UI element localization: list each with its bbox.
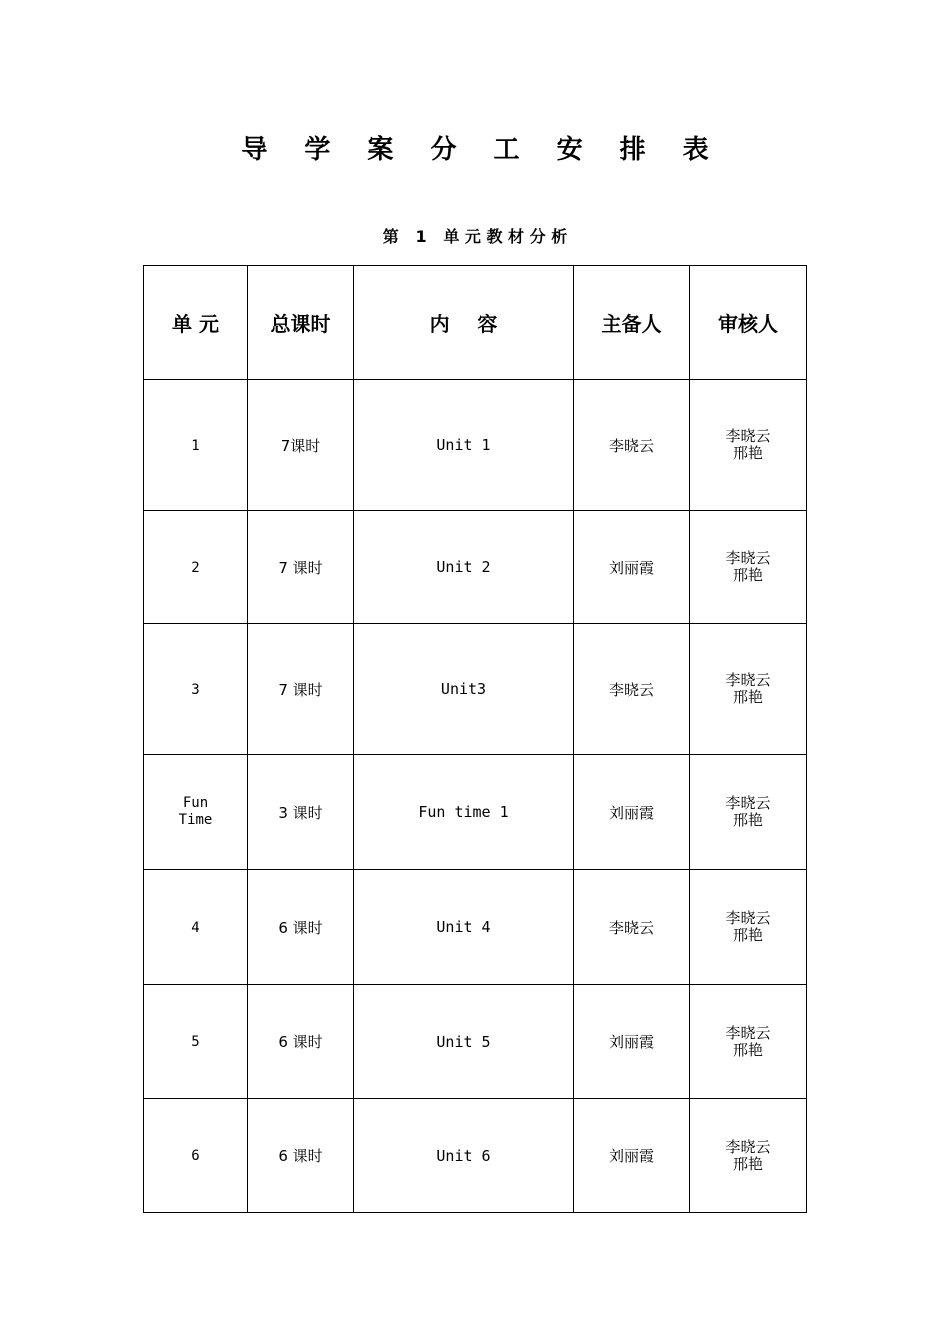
header-row [144, 266, 807, 380]
schedule-table [143, 265, 807, 1213]
reviewer-cell [690, 624, 807, 755]
reviewer-cell [690, 1099, 807, 1213]
hours-cell: 3 课时 [248, 755, 354, 870]
table-row [144, 870, 807, 985]
reviewer-cell [690, 511, 807, 624]
preparer-cell: 刘丽霞 [574, 755, 690, 870]
page-title: 导 学 案 分 工 安 排 表 [241, 135, 723, 165]
reviewer-cell [690, 380, 807, 511]
preparer-cell: 刘丽霞 [574, 1099, 690, 1213]
header-hours: 总课时 [248, 266, 354, 380]
content-cell: Fun time 1 [354, 755, 574, 870]
unit-text: 5 [191, 1034, 200, 1050]
hours-cell: 7 课时 [248, 511, 354, 624]
table-row [144, 624, 807, 755]
subtitle: 第 1 单 元 教 材 分 析 [382, 227, 568, 246]
table-row [144, 985, 807, 1099]
unit-text: 4 [191, 919, 200, 936]
unit-cell [144, 380, 248, 511]
reviewer-cell [690, 985, 807, 1099]
unit-cell [144, 1099, 248, 1213]
content-cell: Unit 1 [354, 380, 574, 511]
unit-cell [144, 870, 248, 985]
content-cell: Unit 2 [354, 511, 574, 624]
table-row [144, 511, 807, 624]
hours-cell: 7 课时 [248, 624, 354, 755]
reviewer-text: 李晓云 邢艳 [725, 549, 771, 584]
header-content: 内 容 [354, 266, 574, 380]
content-cell: Unit3 [354, 624, 574, 755]
unit-text: Fun Time [178, 795, 213, 828]
header-reviewer: 审核人 [690, 266, 807, 380]
unit-text: 6 [191, 1148, 200, 1164]
table-row [144, 380, 807, 511]
preparer-cell: 李晓云 [574, 624, 690, 755]
preparer-cell: 刘丽霞 [574, 511, 690, 624]
header-unit: 单 元 [144, 266, 248, 380]
content-cell: Unit 4 [354, 870, 574, 985]
table-row [144, 1099, 807, 1213]
content-cell: Unit 5 [354, 985, 574, 1099]
reviewer-text: 李晓云 邢艳 [725, 794, 771, 829]
unit-cell [144, 755, 248, 870]
reviewer-text: 李晓云 邢艳 [725, 671, 771, 706]
header-preparer: 主备人 [574, 266, 690, 380]
hours-cell: 6 课时 [248, 870, 354, 985]
unit-cell [144, 624, 248, 755]
unit-text: 2 [191, 559, 200, 576]
table-row [144, 755, 807, 870]
reviewer-text: 李晓云 邢艳 [725, 909, 771, 944]
unit-cell [144, 985, 248, 1099]
unit-cell [144, 511, 248, 624]
reviewer-text: 李晓云 邢艳 [725, 1023, 771, 1059]
reviewer-text: 李晓云 邢艳 [725, 1137, 771, 1173]
preparer-cell: 李晓云 [574, 870, 690, 985]
unit-text: 1 [191, 437, 200, 454]
reviewer-text: 李晓云 邢艳 [725, 427, 771, 462]
hours-cell: 6 课时 [248, 1099, 354, 1213]
hours-cell: 6 课时 [248, 985, 354, 1099]
preparer-cell: 李晓云 [574, 380, 690, 511]
preparer-cell: 刘丽霞 [574, 985, 690, 1099]
reviewer-cell [690, 870, 807, 985]
hours-cell: 7课时 [248, 380, 354, 511]
reviewer-cell [690, 755, 807, 870]
content-cell: Unit 6 [354, 1099, 574, 1213]
unit-text: 3 [191, 681, 200, 698]
